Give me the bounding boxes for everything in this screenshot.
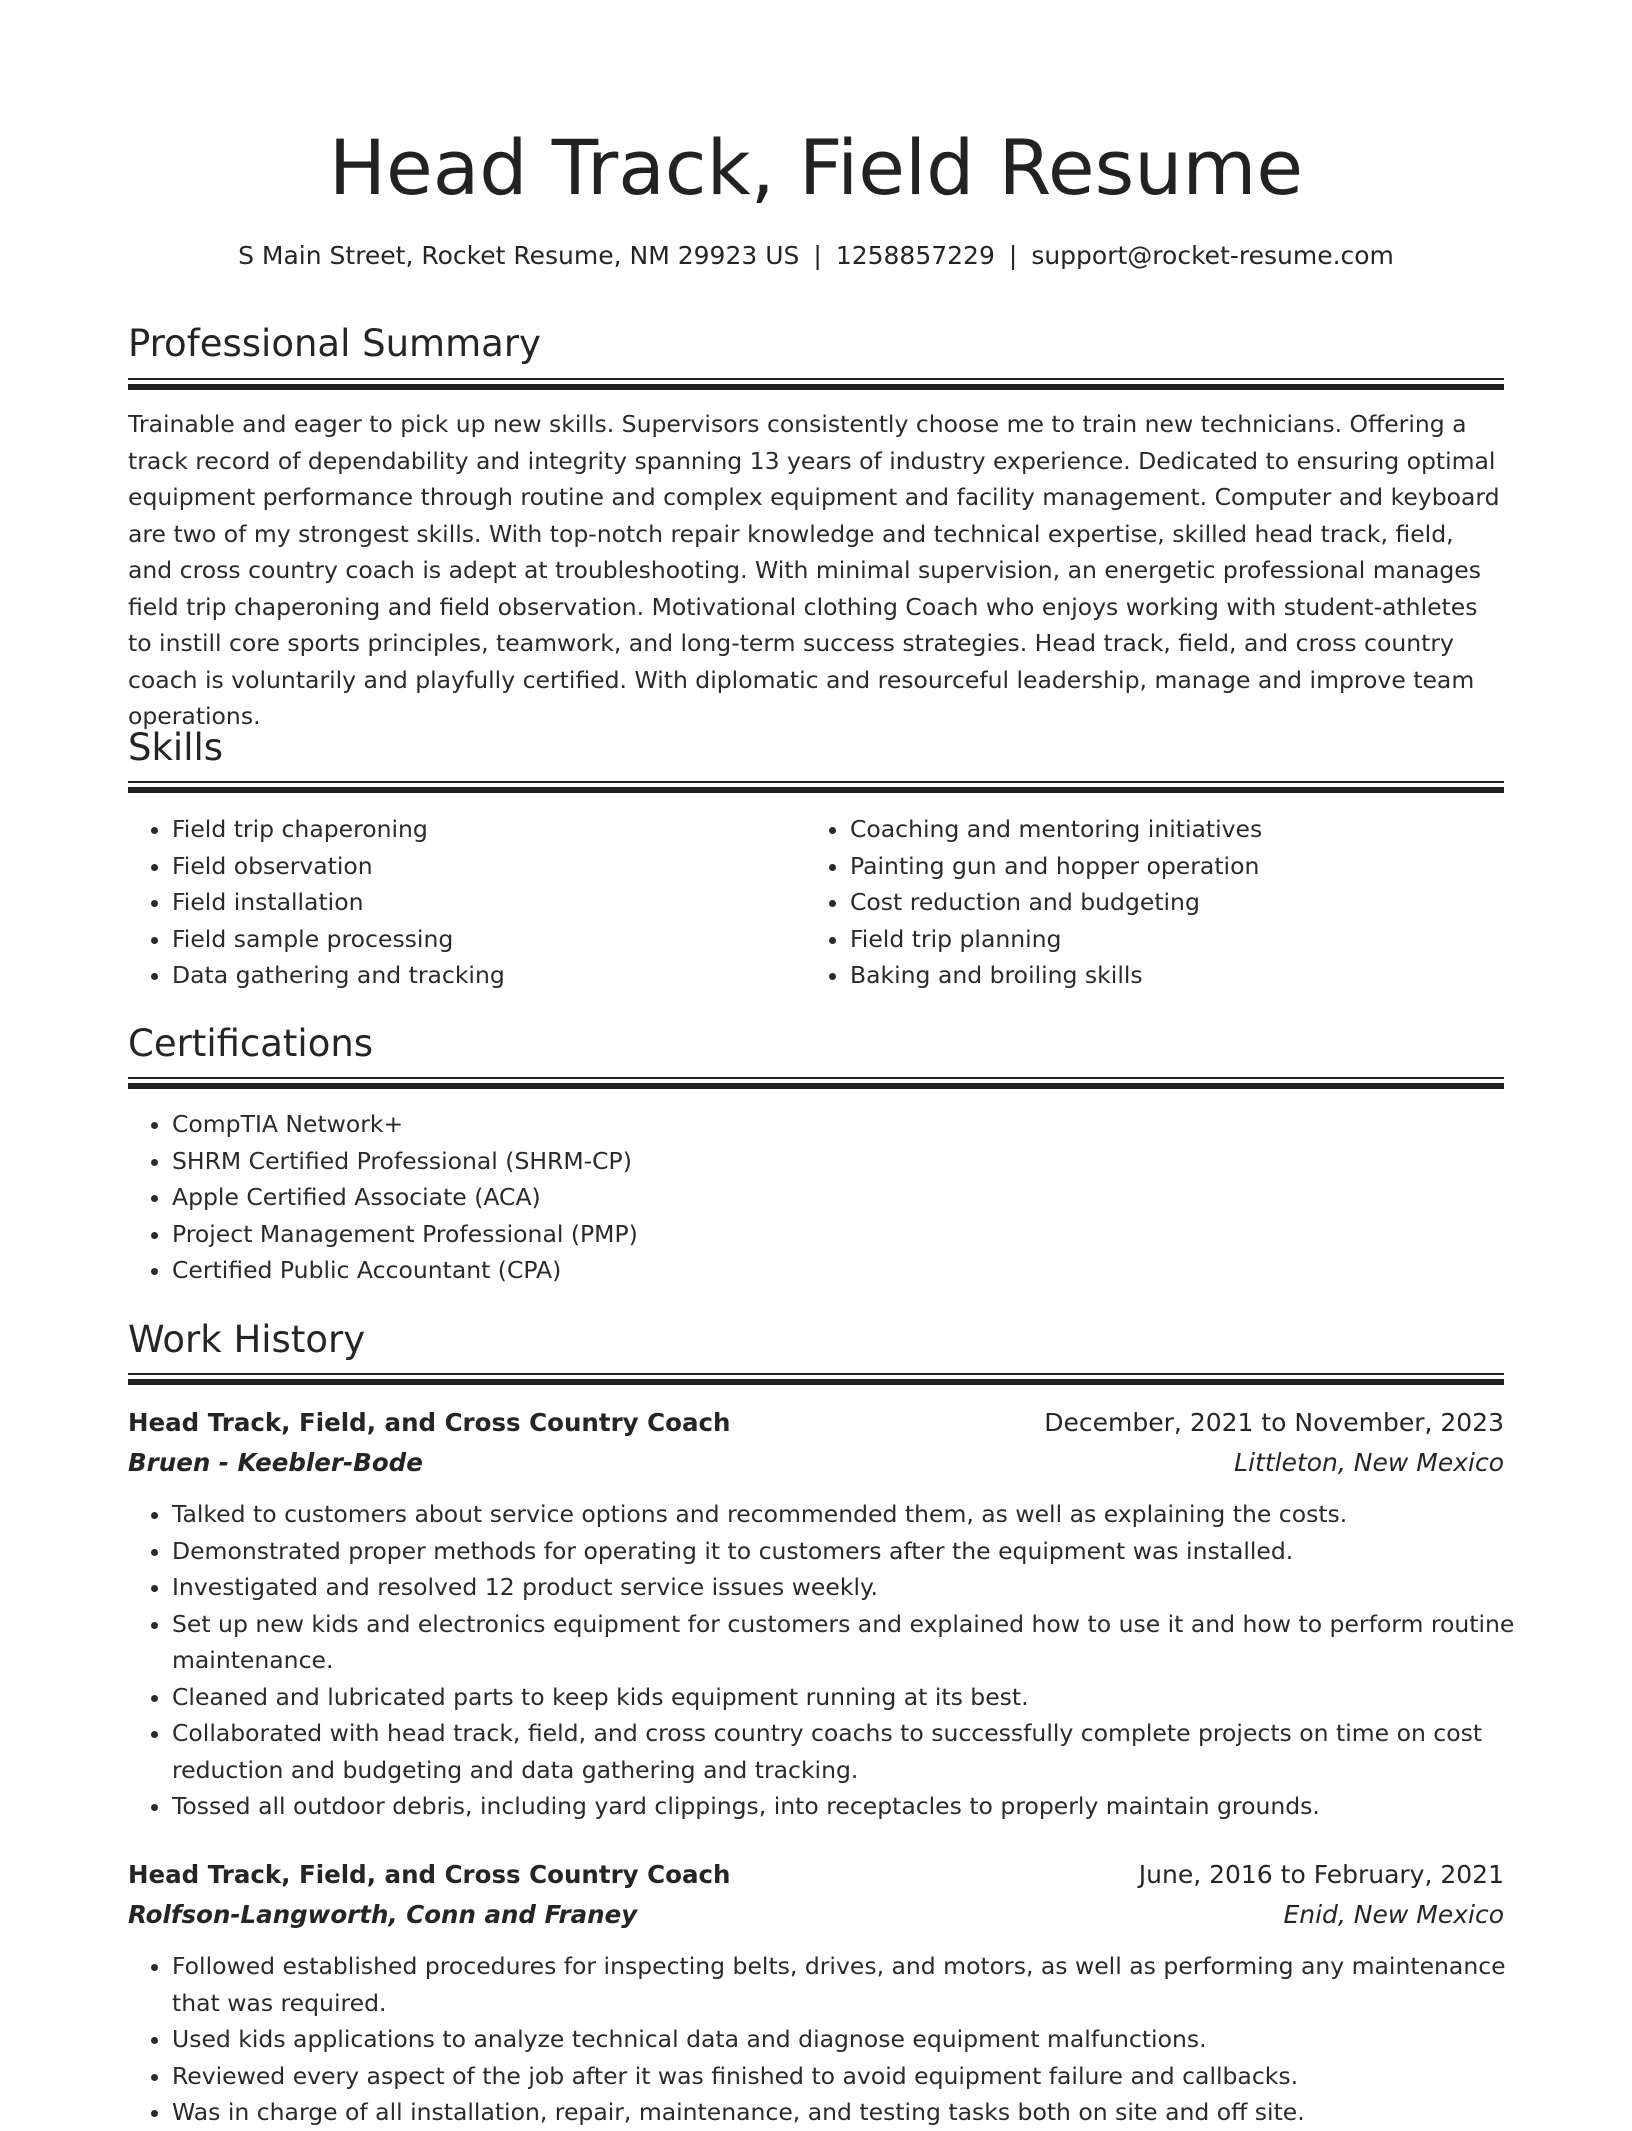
job-bullets [128,1948,1548,2131]
section-title-skills: Skills [128,726,224,769]
contact-separator: | [813,241,822,270]
skills-list-left [128,811,812,994]
job-bullet: • Demonstrated proper methods for operating it to customers after the equipment was installed. [172,1533,1548,1570]
skill-item: • Coaching and mentoring initiatives [850,811,1540,848]
job-bullet: • Used kids applications to analyze technical data and diagnose equipment malfunctions. [172,2021,1548,2058]
certification-item: • CompTIA Network+ [172,1106,1548,1143]
job-bullet: • Collaborated with head track, field, and cross country coachs to successfully complete projects on time on cost reduction and budgeting and data gathering and tracking. [172,1715,1548,1788]
job-location: Littleton, New Mexico [1234,1448,1504,1477]
skill-item: • Field installation [172,884,812,921]
section-title-certifications: Certifications [128,1022,374,1065]
contact-separator: | [1008,241,1018,270]
certification-item: • Project Management Professional (PMP) [172,1216,1548,1253]
certification-item: • Apple Certified Associate (ACA) [172,1179,1548,1216]
job-dates: December, 2021 to November, 2023 [1044,1408,1504,1437]
job-dates: June, 2016 to February, 2021 [1138,1860,1504,1889]
job-bullet: • Cleaned and lubricated parts to keep kids equipment running at its best. [172,1679,1548,1716]
skill-item: • Painting gun and hopper operation [850,848,1540,885]
skill-item: • Baking and broiling skills [850,957,1540,994]
summary-text: Trainable and eager to pick up new skills. Supervisors consistently choose me to train new technicians. Offering a track record of dependability and integrity spanning 13 years of industry experience. Dedicated to ensuring optimal equipment performance through routine and complex equipment and facility management. Computer and keyboard are two of my strongest skills. With top-notch repair knowledge and technical expertise, skilled head track, field, and cross country coach is adept at troubleshooting. With minimal supervision, an energetic professional manages field trip chaperoning and field observation. Motivational clothing Coach who enjoys working with student-athletes to instill core sports principles, teamwork, and long-term success strategies. Head track, field, and cross country coach is voluntarily and playfully certified. With diplomatic and resourceful leadership, manage and improve team operations. [128,410,1500,730]
section-divider [128,781,1504,794]
contact-email: support@rocket-resume.com [1031,241,1394,270]
section-title-work-history: Work History [128,1318,366,1361]
section-divider [128,1373,1504,1386]
job-bullet: • Followed established procedures for inspecting belts, drives, and motors, as well as performing any maintenance that was required. [172,1948,1548,2021]
skill-item: • Data gathering and tracking [172,957,812,994]
job-title: Head Track, Field, and Cross Country Coach [128,1860,731,1889]
skill-item: • Field trip planning [850,921,1540,958]
contact-line [128,236,1504,276]
certifications-list [128,1106,1548,1289]
job-bullets [128,1496,1548,1825]
job-company: Bruen - Keebler-Bode [128,1448,423,1477]
job-bullet: • Reviewed every aspect of the job after it was finished to avoid equipment failure and callbacks. [172,2058,1548,2095]
section-title-summary: Professional Summary [128,322,541,365]
skill-item: • Cost reduction and budgeting [850,884,1540,921]
skill-item: • Field trip chaperoning [172,811,812,848]
section-divider [128,1077,1504,1090]
contact-phone: 1258857229 [835,241,995,270]
contact-address: S Main Street, Rocket Resume, NM 29923 US [238,241,800,270]
skills-list-right [806,811,1540,994]
resume-name: Head Track, Field Resume [328,123,1304,212]
certification-item: • Certified Public Accountant (CPA) [172,1252,1548,1289]
skill-item: • Field observation [172,848,812,885]
job-company: Rolfson-Langworth, Conn and Franey [128,1900,638,1929]
job-title: Head Track, Field, and Cross Country Coach [128,1408,731,1437]
job-bullet: • Was in charge of all installation, repair, maintenance, and testing tasks both on site and off site. [172,2094,1548,2131]
skill-item: • Field sample processing [172,921,812,958]
job-bullet: • Talked to customers about service options and recommended them, as well as explaining the costs. [172,1496,1548,1533]
job-bullet: • Set up new kids and electronics equipment for customers and explained how to use it and how to perform routine maintenance. [172,1606,1548,1679]
job-bullet: • Tossed all outdoor debris, including yard clippings, into receptacles to properly maintain grounds. [172,1788,1548,1825]
section-divider [128,378,1504,391]
certification-item: • SHRM Certified Professional (SHRM-CP) [172,1143,1548,1180]
job-bullet: • Investigated and resolved 12 product service issues weekly. [172,1569,1548,1606]
job-location: Enid, New Mexico [1283,1900,1504,1929]
